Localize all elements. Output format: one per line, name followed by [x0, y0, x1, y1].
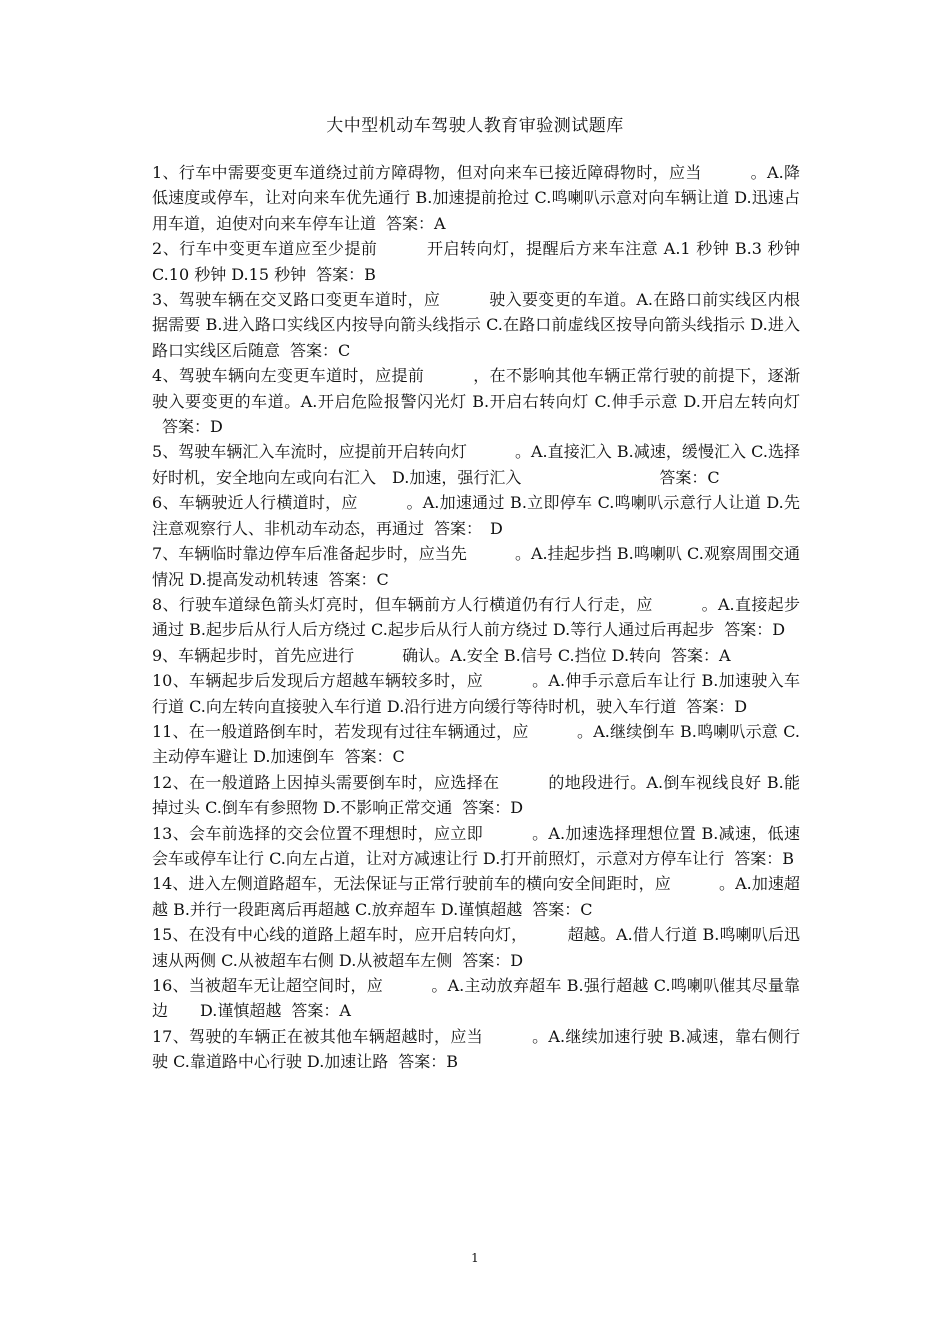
- question-answer: 答案：D: [162, 417, 223, 437]
- question-text: 14、进入左侧道路超车，无法保证与正常行驶前车的横向安全间距时，应 。A.加速超越 B.并行一段距离后再超越 C.放弃超车 D.谨慎超越: [152, 874, 800, 919]
- page-number: 1: [471, 1251, 479, 1265]
- question-item: [152, 160, 800, 236]
- document-title: 大中型机动车驾驶人教育审验测试题库: [326, 116, 624, 136]
- question-text: 8、行驶车道绿色箭头灯亮时，但车辆前方人行横道仍有行人行走，应 。A.直接起步通过 B.起步后从行人后方绕过 C.起步后从行人前方绕过 D.等行人通过后再起步: [152, 594, 800, 640]
- question-item: [152, 236, 800, 287]
- question-item: [152, 287, 800, 363]
- question-text: 9、车辆起步时，首先应进行 确认。A.安全 B.信号 C.挡位 D.转向: [152, 645, 662, 665]
- question-answer: 答案：B: [398, 1052, 459, 1072]
- question-answer: 答案： D: [434, 518, 503, 538]
- question-answer: 答案：D: [724, 620, 786, 640]
- question-item: [152, 592, 800, 643]
- question-text: 5、驾驶车辆汇入车流时，应提前开启转向灯 。A.直接汇入 B.减速，缓慢汇入 C.选择好时机，安全地向左或向右汇入 D.加速，强行汇入: [152, 442, 800, 487]
- question-answer: 答案：B: [734, 848, 795, 868]
- question-text: 6、车辆驶近人行横道时，应 。A.加速通过 B.立即停车 C.鸣喇叭示意行人让道 D.先注意观察行人、非机动车动态，再通过: [152, 493, 800, 538]
- question-item: [152, 821, 800, 872]
- question-item: [152, 973, 800, 1024]
- question-item: [152, 922, 800, 973]
- question-item: [152, 439, 800, 490]
- question-answer: 答案：D: [686, 696, 748, 716]
- question-answer: 答案：C: [290, 340, 351, 360]
- question-item: [152, 770, 800, 821]
- question-answer: 答案：D: [462, 950, 524, 970]
- question-answer: 答案：C: [344, 747, 405, 767]
- question-item: [152, 643, 800, 668]
- question-text: 17、驾驶的车辆正在被其他车辆超越时，应当 。A.继续加速行驶 B.减速，靠右侧行驶 C.靠道路中心行驶 D.加速让路: [152, 1026, 800, 1072]
- question-text: 13、会车前选择的交会位置不理想时，应立即 。A.加速选择理想位置 B.减速，低速会车或停车让行 C.向左占道，让对方减速让行 D.打开前照灯，示意对方停车让行: [152, 823, 800, 868]
- question-text: 4、驾驶车辆向左变更车道时，应提前 ，在不影响其他车辆正常行驶的前提下，逐渐驶入要变更的车道。A.开启危险报警闪光灯 B.开启右转向灯 C.伸手示意 D.开启左转向灯: [152, 366, 800, 411]
- question-text: 7、车辆临时靠边停车后准备起步时，应当先 。A.挂起步挡 B.鸣喇叭 C.观察周围交通情况 D.提高发动机转速: [152, 544, 800, 589]
- question-text: 15、在没有中心线的道路上超车时，应开启转向灯， 超越。A.借人行道 B.鸣喇叭后迅速从两侧 C.从被超车右侧 D.从被超车左侧: [152, 925, 800, 970]
- question-answer: 答案：B: [316, 264, 376, 284]
- question-item: [152, 490, 800, 541]
- question-item: [152, 363, 800, 439]
- question-item: [152, 871, 800, 922]
- question-text: 12、在一般道路上因掉头需要倒车时，应选择在 的地段进行。A.倒车视线良好 B.能掉过头 C.倒车有参照物 D.不影响正常交通: [152, 772, 800, 818]
- question-item: [152, 668, 800, 719]
- question-text: 16、当被超车无让超空间时，应 。A.主动放弃超车 B.强行超越 C.鸣喇叭催其尽量靠边 D.谨慎超越: [152, 976, 800, 1021]
- question-text: 2、行车中变更车道应至少提前 开启转向灯，提醒后方来车注意 A.1 秒钟 B.3 秒钟 C.10 秒钟 D.15 秒钟: [152, 239, 800, 284]
- question-item: [152, 541, 800, 592]
- question-item: [152, 719, 800, 770]
- question-text: 3、驾驶车辆在交叉路口变更车道时，应 驶入要变更的车道。A.在路口前实线区内根据需要 B.进入路口实线区内按导向箭头线指示 C.在路口前虚线区按导向箭头线指示 D.进入路口实线区后随意: [152, 290, 800, 360]
- question-answer: 答案：A: [671, 645, 731, 665]
- question-answer: 答案：C: [659, 467, 720, 487]
- question-answer: 答案：C: [328, 569, 389, 589]
- question-list: [152, 160, 800, 1075]
- question-answer: 答案：C: [532, 899, 593, 919]
- question-item: [152, 1024, 800, 1075]
- question-answer: 答案：A: [291, 1001, 351, 1021]
- question-text: 11、在一般道路倒车时，若发现有过往车辆通过，应 。A.继续倒车 B.鸣喇叭示意 C.主动停车避让 D.加速倒车: [152, 721, 800, 767]
- question-text: 10、车辆起步后发现后方超越车辆较多时，应 。A.伸手示意后车让行 B.加速驶入车行道 C.向左转向直接驶入车行道 D.沿行进方向缓行等待时机，驶入车行道: [152, 671, 800, 716]
- question-answer: 答案：D: [462, 798, 524, 818]
- question-answer: 答案：A: [386, 213, 446, 233]
- question-text: 1、行车中需要变更车道绕过前方障碍物，但对向来车已接近障碍物时，应当 。A.降低速度或停车，让对向来车优先通行 B.加速提前抢过 C.鸣喇叭示意对向车辆让道 D.迅速占用车道，迫使对向来车停车让道: [152, 163, 800, 233]
